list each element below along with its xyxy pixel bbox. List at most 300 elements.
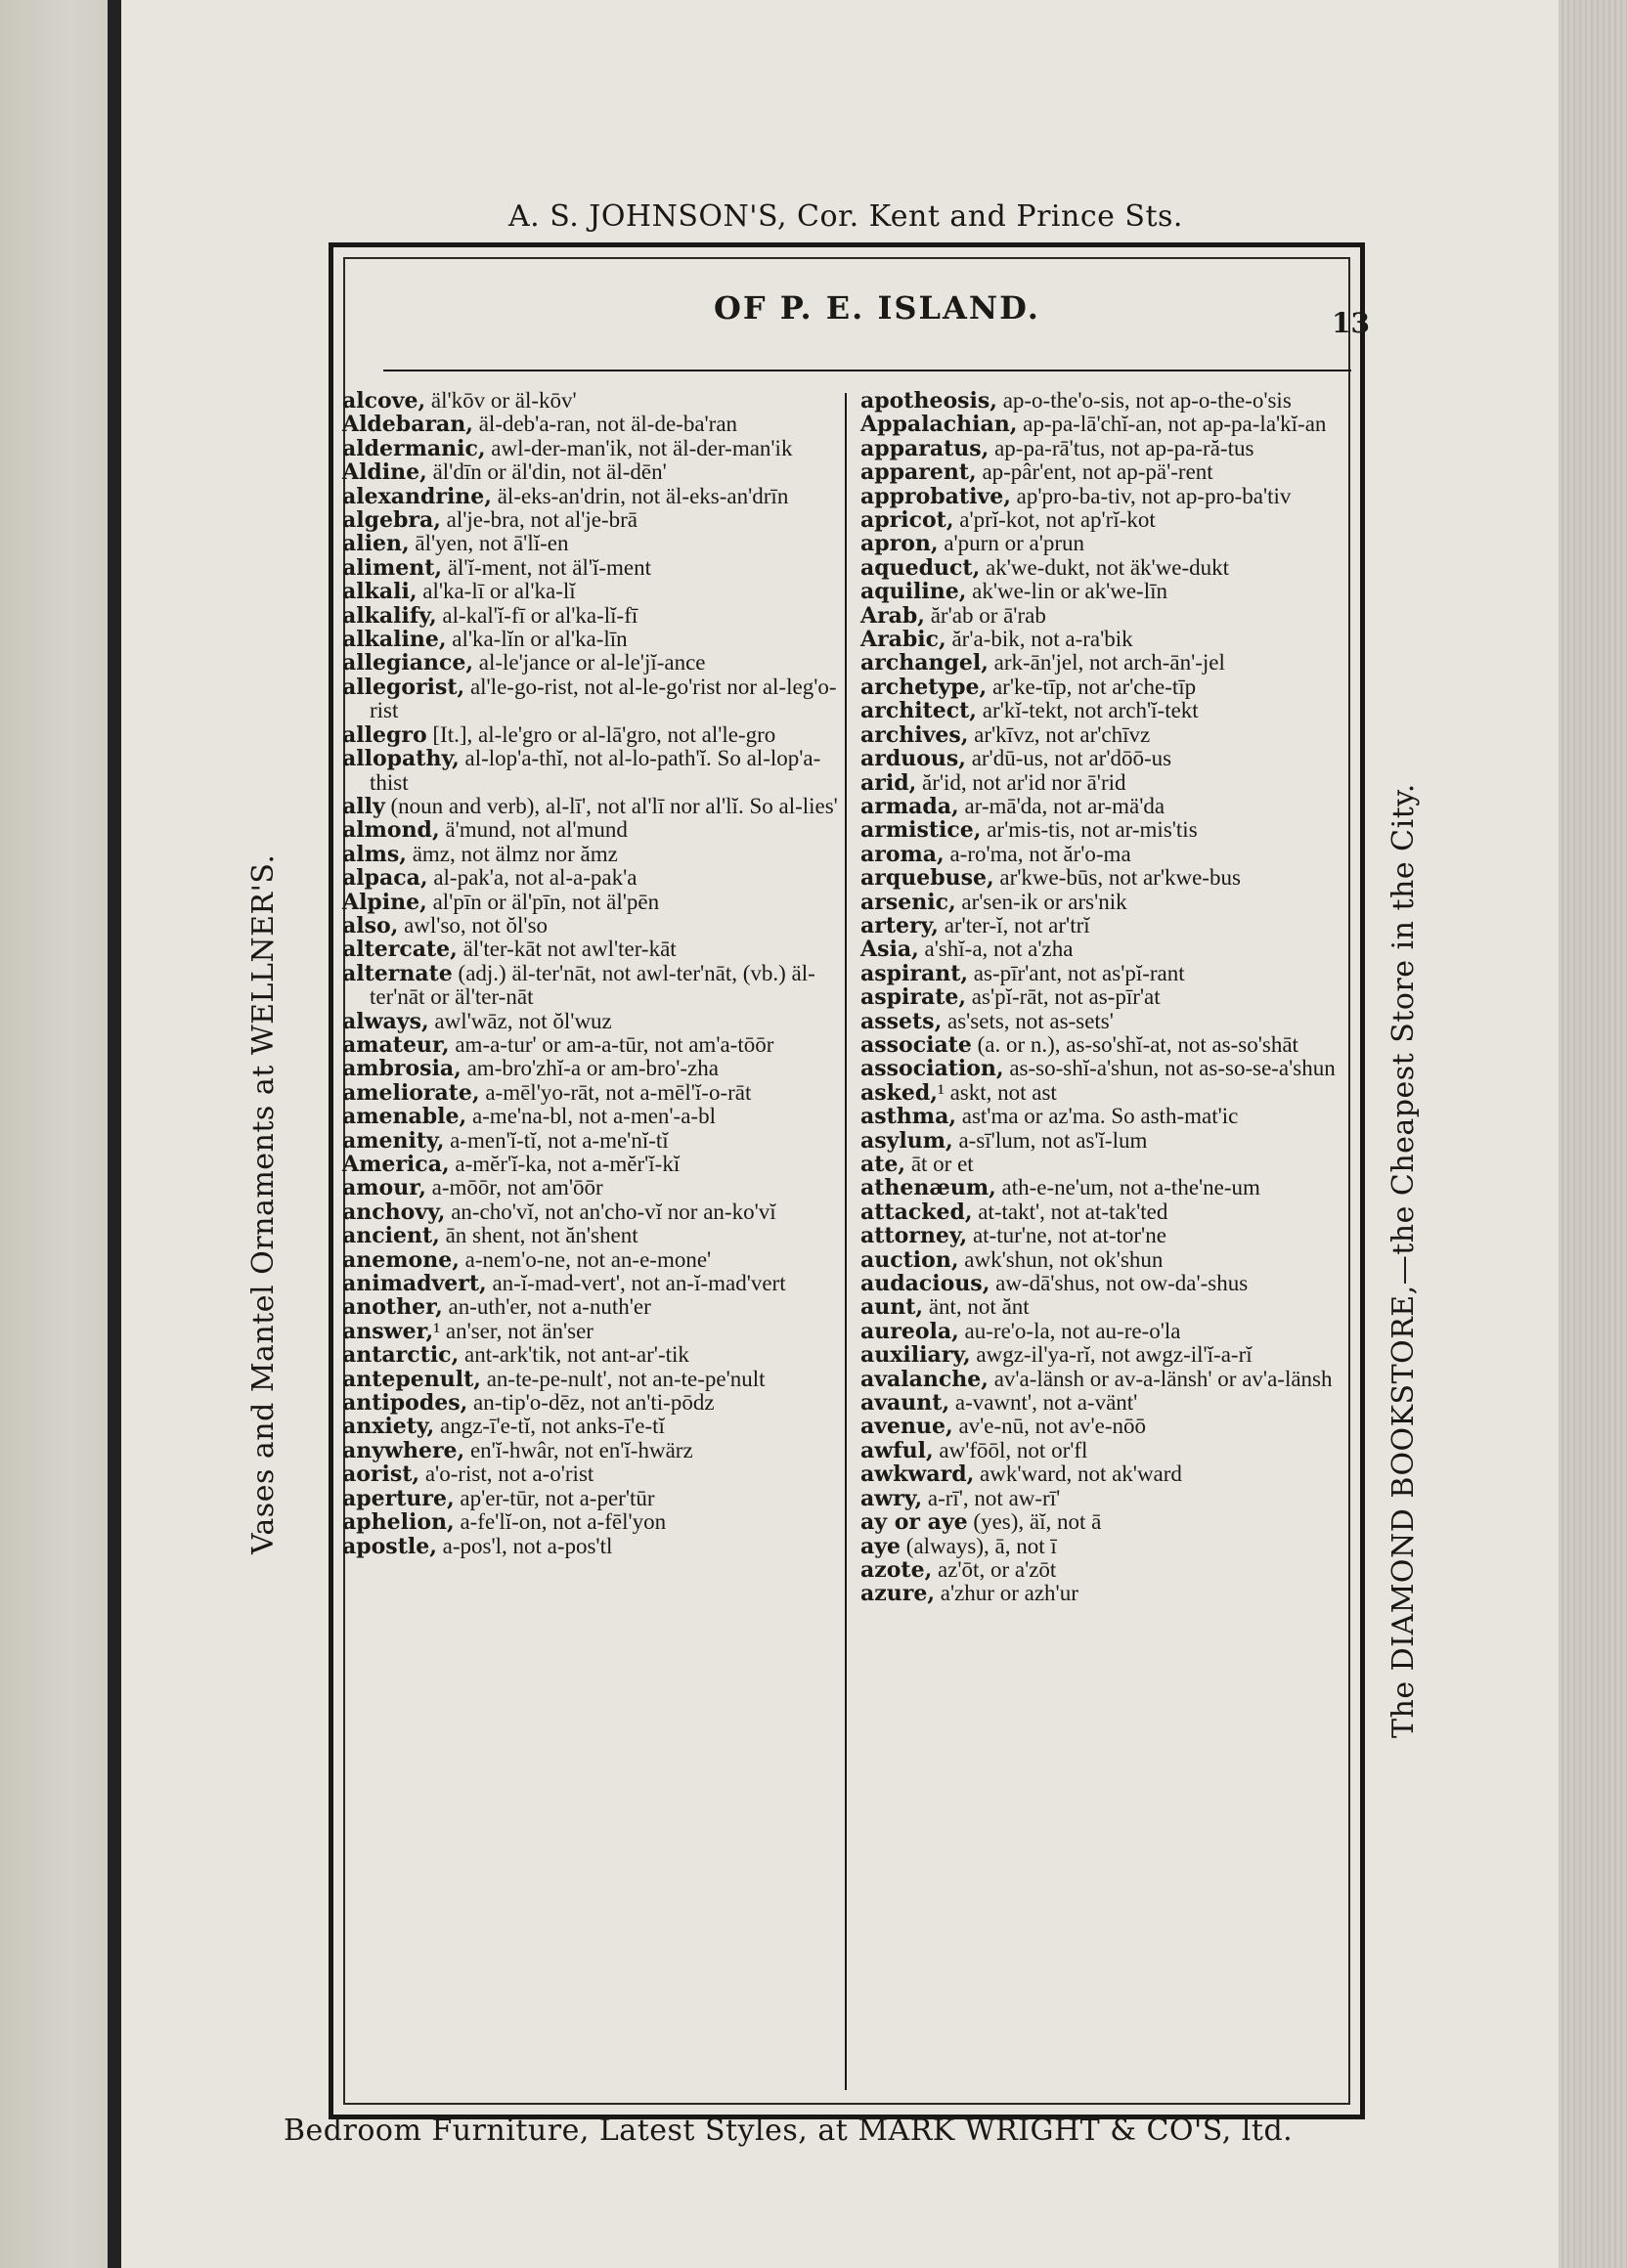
entry-headword: alexandrine,	[342, 483, 492, 509]
entry-headword: animadvert,	[342, 1271, 487, 1297]
dictionary-entry	[342, 1248, 851, 1272]
entry-headword: arid,	[860, 769, 917, 796]
entry-headword: avalanche,	[860, 1366, 989, 1392]
dictionary-entry	[860, 795, 1369, 818]
entry-pronunciation: änt, not ănt	[923, 1294, 1030, 1320]
entry-pronunciation: an-uth'er, not a-nuth'er	[442, 1294, 651, 1320]
entry-headword: aliment,	[342, 554, 443, 581]
dictionary-entry	[342, 747, 851, 795]
entry-pronunciation: äl'ter-kāt not awl'ter-kāt	[457, 937, 677, 962]
entry-pronunciation: a'o-rist, not a-o'rist	[419, 1461, 594, 1487]
dictionary-entry	[860, 1415, 1369, 1438]
entry-pronunciation: a-vawnt', not a-vänt'	[949, 1390, 1138, 1416]
entry-pronunciation: äl'dīn or äl'din, not äl-dēn'	[426, 459, 667, 485]
entry-pronunciation: a-nem'o-ne, not an-e-mone'	[459, 1246, 712, 1272]
entry-headword: anchovy,	[342, 1199, 446, 1225]
dictionary-entry	[860, 628, 1369, 651]
entry-pronunciation: (always), ā, not ī	[901, 1533, 1057, 1558]
dictionary-entry	[342, 1343, 851, 1367]
entry-pronunciation: a'shĭ-a, not a'zha	[918, 937, 1074, 962]
entry-pronunciation: al'je-bra, not al'je-brā	[440, 507, 638, 533]
entry-pronunciation: ap-pâr'ent, not ap-pä'-rent	[976, 459, 1213, 485]
dictionary-entry	[860, 460, 1369, 484]
entry-pronunciation: ar-mā'da, not ar-mä'da	[958, 793, 1165, 818]
entry-headword: apotheosis,	[860, 388, 997, 414]
entry-headword: apparatus,	[860, 435, 989, 461]
entry-headword: allegiance,	[342, 650, 474, 676]
dictionary-entry	[860, 1272, 1369, 1295]
dictionary-entry	[860, 604, 1369, 628]
entry-headword: arsenic,	[860, 889, 956, 915]
entry-headword: azote,	[860, 1556, 933, 1583]
entry-headword: asylum,	[860, 1127, 953, 1154]
entry-pronunciation: ar'kīvz, not ar'chīvz	[968, 721, 1151, 747]
entry-headword: awry,	[860, 1485, 923, 1511]
entry-pronunciation: an-ĭ-mad-vert', not an-ĭ-mad'vert	[486, 1271, 786, 1296]
dictionary-entry	[860, 532, 1369, 555]
entry-headword: Arab,	[860, 602, 925, 629]
dictionary-entry	[342, 580, 851, 603]
entry-headword: anywhere,	[342, 1437, 465, 1463]
entry-headword: avenue,	[860, 1414, 953, 1440]
entry-headword: Appalachian,	[860, 412, 1018, 438]
entry-headword: algebra,	[342, 507, 441, 534]
entry-pronunciation: al-pak'a, not al-a-pak'a	[427, 865, 638, 891]
dictionary-entry	[342, 843, 851, 866]
dictionary-entry	[342, 1320, 851, 1343]
dictionary-entry	[342, 460, 851, 484]
dictionary-entry	[342, 1295, 851, 1319]
dictionary-entry	[860, 1439, 1369, 1462]
dictionary-entry	[342, 1200, 851, 1224]
dictionary-entry	[342, 1129, 851, 1153]
dictionary-entry	[342, 1272, 851, 1295]
entry-pronunciation: ăr'ab or ā'rab	[924, 602, 1046, 628]
dictionary-entry	[860, 747, 1369, 770]
dictionary-entry	[342, 1535, 851, 1558]
entry-pronunciation: a-sī'lum, not as'ĭ-lum	[952, 1127, 1148, 1153]
dictionary-entry	[860, 1176, 1369, 1199]
entry-headword: amateur,	[342, 1031, 450, 1058]
entry-headword: amenity,	[342, 1127, 445, 1154]
dictionary-entry	[342, 1010, 851, 1033]
entry-headword: apricot,	[860, 507, 954, 534]
entry-headword: attacked,	[860, 1199, 973, 1225]
entry-headword: amour,	[342, 1175, 426, 1201]
entry-pronunciation: as'sets, not as-sets'	[942, 1008, 1114, 1033]
left-advertisement: Vases and Mantel Ornaments at WELLNER'S.	[246, 853, 281, 1554]
dictionary-entry	[342, 651, 851, 675]
dictionary-entry	[860, 413, 1369, 436]
entry-headword: aunt,	[860, 1294, 924, 1321]
entry-headword: anxiety,	[342, 1414, 435, 1440]
dictionary-entry	[860, 1129, 1369, 1153]
entry-pronunciation: ap-o-the'o-sis, not ap-o-the-o'sis	[996, 388, 1292, 413]
entry-pronunciation: av'a-länsh or av-a-länsh' or av'a-länsh	[988, 1366, 1333, 1391]
right-advertisement: The DIAMOND BOOKSTORE,—the Cheapest Store in the City.	[1386, 783, 1421, 1738]
dictionary-entry	[860, 1224, 1369, 1247]
dictionary-entry	[342, 1081, 851, 1105]
dictionary-entry	[860, 818, 1369, 842]
entry-headword: Asia,	[860, 937, 919, 963]
dictionary-entry	[860, 962, 1369, 985]
entry-pronunciation: a'prĭ-kot, not ap'rĭ-kot	[953, 507, 1156, 533]
dictionary-entry	[342, 413, 851, 436]
dictionary-entry	[860, 1010, 1369, 1033]
dictionary-entry	[860, 1343, 1369, 1367]
entry-pronunciation: äl-eks-an'drin, not äl-eks-an'drīn	[491, 483, 789, 508]
dictionary-entry	[342, 1033, 851, 1057]
entry-pronunciation: al'le-go-rist, not al-le-go'rist nor al-leg'o-rist	[370, 674, 837, 723]
dictionary-entry	[860, 723, 1369, 747]
entry-pronunciation: ar'mis-tis, not ar-mis'tis	[981, 817, 1198, 843]
dictionary-entry	[860, 914, 1369, 938]
dictionary-entry	[342, 1057, 851, 1080]
entry-headword: armistice,	[860, 817, 982, 844]
entry-headword: approbative,	[860, 483, 1011, 509]
entry-headword: America,	[342, 1152, 450, 1177]
entry-headword: alms,	[342, 841, 407, 867]
dictionary-entry	[342, 532, 851, 555]
entry-pronunciation: ar'kwe-būs, not ar'kwe-bus	[993, 865, 1241, 891]
dictionary-entry	[342, 556, 851, 580]
entry-pronunciation: awgz-il'ya-rĭ, not awgz-il'ĭ-a-rĭ	[970, 1342, 1253, 1368]
entry-headword: alkalify,	[342, 602, 437, 629]
entry-pronunciation: a-rī', not aw-rī'	[922, 1485, 1061, 1510]
dictionary-entry	[860, 1558, 1369, 1582]
dictionary-entry	[860, 938, 1369, 961]
left-column	[342, 389, 851, 1558]
entry-pronunciation: ap'er-tūr, not a-per'tūr	[454, 1485, 655, 1510]
entry-pronunciation: a-mĕr'ĭ-ka, not a-mĕr'ĭ-kĭ	[449, 1152, 681, 1176]
entry-headword: awful,	[860, 1437, 934, 1463]
entry-headword: ally	[342, 793, 385, 819]
dictionary-entry	[860, 437, 1369, 460]
entry-pronunciation: ä'mund, not al'mund	[439, 817, 628, 843]
entry-pronunciation: ap-pa-lā'chĭ-an, not ap-pa-la'kĭ-an	[1017, 412, 1327, 437]
entry-headword: ay or aye	[860, 1509, 968, 1536]
entry-pronunciation: al-le'jance or al-le'jĭ-ance	[473, 650, 706, 676]
dictionary-entry	[342, 1368, 851, 1391]
entry-headword: another,	[342, 1294, 443, 1321]
entry-pronunciation: az'ōt, or a'zōt	[932, 1556, 1057, 1582]
entry-pronunciation: ak'we-lin or ak'we-līn	[966, 579, 1167, 604]
dictionary-entry	[860, 389, 1369, 413]
dictionary-entry	[860, 1462, 1369, 1486]
entry-headword: ate,	[860, 1152, 906, 1177]
entry-pronunciation: as'pĭ-rāt, not as-pīr'at	[966, 984, 1161, 1010]
entry-headword: aye	[860, 1533, 901, 1559]
entry-headword: antepenult,	[342, 1366, 481, 1392]
dictionary-entry	[860, 580, 1369, 603]
dictionary-entry	[860, 1391, 1369, 1415]
header-rule	[383, 370, 1351, 371]
entry-pronunciation: ar'kĭ-tekt, not arch'ĭ-tekt	[976, 698, 1199, 723]
dictionary-entry	[342, 1415, 851, 1438]
entry-headword: almond,	[342, 817, 440, 844]
entry-headword: alkaline,	[342, 627, 447, 653]
entry-headword: allegro	[342, 721, 427, 748]
entry-pronunciation: āl'yen, not ā'lĭ-en	[409, 531, 569, 556]
entry-pronunciation: aw'fōōl, not or'fl	[933, 1437, 1088, 1462]
dictionary-entry	[860, 891, 1369, 914]
page-number: 13	[1332, 307, 1370, 339]
dictionary-entry	[342, 914, 851, 938]
entry-headword: asthma,	[860, 1104, 956, 1130]
entry-pronunciation: at-tur'ne, not at-tor'ne	[967, 1223, 1166, 1248]
dictionary-entry	[860, 985, 1369, 1009]
dictionary-entry	[342, 676, 851, 723]
entry-headword: ameliorate,	[342, 1079, 480, 1106]
entry-pronunciation: ämz, not älmz nor ămz	[406, 841, 618, 866]
entry-headword: avaunt,	[860, 1390, 950, 1417]
entry-pronunciation: a'zhur or azh'ur	[935, 1581, 1078, 1606]
entry-headword: always,	[342, 1008, 429, 1034]
entry-pronunciation: am-a-tur' or am-a-tūr, not am'a-tōōr	[449, 1031, 774, 1057]
entry-pronunciation: angz-ī'e-tĭ, not anks-ī'e-tĭ	[434, 1414, 665, 1439]
dictionary-entry	[860, 508, 1369, 532]
entry-pronunciation: al-lop'a-thĭ, not al-lo-path'ĭ. So al-lop'a-thist	[370, 746, 821, 795]
entry-pronunciation: ap'pro-ba-tiv, not ap-pro-ba'tiv	[1010, 483, 1292, 508]
dictionary-entry	[860, 1487, 1369, 1510]
dictionary-entry	[342, 795, 851, 818]
dictionary-entry	[342, 962, 851, 1010]
dictionary-entry	[860, 1153, 1369, 1176]
entry-headword: altercate,	[342, 937, 458, 963]
dictionary-entry	[860, 676, 1369, 699]
entry-headword: aqueduct,	[860, 554, 981, 581]
page-title: OF P. E. ISLAND.	[714, 289, 1040, 327]
dictionary-entry	[342, 1105, 851, 1128]
entry-pronunciation: a-fe'lĭ-on, not a-fēl'yon	[454, 1509, 667, 1535]
dictionary-entry	[860, 866, 1369, 890]
entry-headword: assets,	[860, 1008, 943, 1034]
dictionary-entry	[860, 1535, 1369, 1558]
entry-pronunciation: au-re'o-la, not au-re-o'la	[958, 1318, 1181, 1343]
dictionary-entry	[342, 723, 851, 747]
dictionary-entry	[860, 1033, 1369, 1057]
entry-pronunciation: a-mōōr, not am'ōōr	[425, 1175, 603, 1200]
entry-headword: aldermanic,	[342, 435, 486, 461]
entry-pronunciation: al'pīn or äl'pīn, not äl'pēn	[426, 889, 660, 914]
dictionary-entry	[860, 1081, 1369, 1105]
top-advertisement: A. S. JOHNSON'S, Cor. Kent and Prince Sts.	[508, 199, 1183, 234]
entry-pronunciation: al'ka-lĭn or al'ka-līn	[446, 627, 628, 652]
entry-headword: auxiliary,	[860, 1342, 971, 1369]
entry-headword: audacious,	[860, 1271, 990, 1297]
entry-pronunciation: ant-ark'tik, not ant-ar'-tik	[459, 1342, 689, 1368]
entry-pronunciation: as-pīr'ant, not as'pĭ-rant	[968, 960, 1185, 985]
entry-pronunciation: äl-deb'a-ran, not äl-de-ba'ran	[472, 412, 738, 437]
bottom-advertisement: Bedroom Furniture, Latest Styles, at MARK WRIGHT & CO'S, ltd.	[284, 2114, 1294, 2148]
entry-headword: ancient,	[342, 1223, 440, 1249]
dictionary-entry	[860, 1200, 1369, 1224]
dictionary-entry	[342, 628, 851, 651]
dictionary-entry	[860, 1248, 1369, 1272]
entry-pronunciation: en'ĭ-hwâr, not en'ĭ-hwärz	[464, 1437, 693, 1462]
entry-headword: answer,	[342, 1318, 434, 1344]
entry-headword: allopathy,	[342, 746, 460, 772]
dictionary-entry	[342, 485, 851, 508]
entry-pronunciation: awk'ward, not ak'ward	[974, 1461, 1182, 1487]
entry-pronunciation: a'purn or a'prun	[938, 531, 1084, 556]
page-edge-stack	[1559, 0, 1627, 2268]
entry-pronunciation: ăr'a-bik, not a-ra'bik	[945, 627, 1133, 652]
dictionary-entry	[342, 891, 851, 914]
entry-headword: alpaca,	[342, 865, 428, 892]
entry-headword: association,	[860, 1056, 1004, 1082]
entry-headword: aperture,	[342, 1485, 455, 1511]
dictionary-entry	[342, 508, 851, 532]
dictionary-entry	[860, 771, 1369, 795]
entry-headword: Aldebaran,	[342, 412, 473, 438]
entry-headword: artery,	[860, 912, 939, 938]
entry-pronunciation: aw-dā'shus, not ow-da'-shus	[989, 1271, 1249, 1296]
entry-headword: amenable,	[342, 1104, 467, 1130]
dictionary-entry	[342, 604, 851, 628]
entry-pronunciation: ar'dū-us, not ar'dōō-us	[965, 746, 1172, 771]
entry-pronunciation: a-mēl'yo-rāt, not a-mēl'ĭ-o-rāt	[479, 1079, 752, 1105]
entry-headword: anemone,	[342, 1246, 460, 1273]
entry-headword: apparent,	[860, 459, 977, 486]
entry-pronunciation: āt or et	[905, 1152, 974, 1176]
entry-pronunciation: av'e-nū, not av'e-nōō	[952, 1414, 1147, 1439]
dictionary-entry	[860, 1510, 1369, 1534]
dictionary-entry	[860, 843, 1369, 866]
entry-pronunciation: a-ro'ma, not ăr'o-ma	[944, 841, 1131, 866]
entry-headword: Arabic,	[860, 627, 946, 653]
entry-headword: asked,	[860, 1079, 938, 1106]
entry-headword: Alpine,	[342, 889, 427, 915]
entry-pronunciation: a-pos'l, not a-pos'tl	[436, 1533, 613, 1558]
entry-pronunciation: as-so-shĭ-a'shun, not as-so-se-a'shun	[1003, 1056, 1336, 1081]
entry-headword: azure,	[860, 1581, 935, 1607]
entry-headword: athenæum,	[860, 1175, 996, 1201]
dictionary-entry	[342, 1224, 851, 1247]
entry-pronunciation: ăr'id, not ar'id nor ā'rid	[916, 769, 1126, 795]
entry-headword: auction,	[860, 1246, 959, 1273]
entry-headword: also,	[342, 912, 399, 938]
entry-pronunciation: (noun and verb), al-lī', not al'lī nor al'lĭ. So al-lies'	[384, 793, 838, 818]
entry-headword: alkali,	[342, 579, 418, 605]
entry-headword: archangel,	[860, 650, 989, 676]
dictionary-entry	[342, 1439, 851, 1462]
entry-headword: aspirate,	[860, 984, 967, 1011]
entry-pronunciation: äl'kōv or äl-kōv'	[425, 388, 577, 413]
entry-headword: aorist,	[342, 1461, 420, 1488]
entry-headword: apron,	[860, 531, 939, 557]
entry-pronunciation: (yes), äĭ, not ā	[967, 1509, 1102, 1535]
entry-pronunciation: ¹ askt, not ast	[937, 1079, 1057, 1105]
entry-headword: alien,	[342, 531, 410, 557]
entry-pronunciation: ap-pa-rā'tus, not ap-pa-ră-tus	[989, 435, 1254, 460]
entry-pronunciation: [It.], al-le'gro or al-lā'gro, not al'le-gro	[426, 721, 776, 747]
entry-headword: aureola,	[860, 1318, 959, 1344]
entry-pronunciation: ¹ an'ser, not än'ser	[433, 1318, 594, 1343]
entry-headword: attorney,	[860, 1223, 968, 1249]
entry-headword: aphelion,	[342, 1509, 455, 1536]
entry-pronunciation: äl'ĭ-ment, not äl'ĭ-ment	[442, 554, 652, 580]
entry-headword: arquebuse,	[860, 865, 994, 892]
entry-pronunciation: ath-e-ne'um, not a-the'ne-um	[995, 1175, 1260, 1200]
entry-headword: aroma,	[860, 841, 945, 867]
dictionary-entry	[342, 437, 851, 460]
spine-edge	[108, 0, 121, 2268]
entry-headword: armada,	[860, 793, 959, 819]
entry-headword: antipodes,	[342, 1390, 468, 1417]
entry-headword: alternate	[342, 960, 453, 986]
entry-headword: archives,	[860, 721, 969, 748]
entry-headword: archetype,	[860, 674, 988, 700]
dictionary-entry	[342, 1391, 851, 1415]
dictionary-entry	[342, 866, 851, 890]
entry-pronunciation: am-bro'zhĭ-a or am-bro'-zha	[461, 1056, 719, 1081]
dictionary-entry	[342, 1487, 851, 1510]
dictionary-entry	[860, 1368, 1369, 1391]
entry-pronunciation: ar'sen-ik or ars'nik	[955, 889, 1127, 914]
entry-pronunciation: ān shent, not ăn'shent	[439, 1223, 638, 1248]
entry-pronunciation: an-cho'vĭ, not an'cho-vĭ nor an-ko'vĭ	[445, 1199, 776, 1224]
dictionary-entry	[860, 651, 1369, 675]
entry-headword: apostle,	[342, 1533, 437, 1559]
entry-pronunciation: awk'shun, not ok'shun	[958, 1246, 1164, 1272]
dictionary-entry	[860, 1105, 1369, 1128]
entry-pronunciation: (a. or n.), as-so'shĭ-at, not as-so'shāt	[971, 1031, 1298, 1057]
dictionary-entry	[860, 1057, 1369, 1080]
entry-pronunciation: a-me'na-bl, not a-men'-a-bl	[466, 1104, 716, 1129]
entry-pronunciation: awl'wāz, not ŏl'wuz	[428, 1008, 612, 1033]
dictionary-entry	[342, 938, 851, 961]
dictionary-entry	[342, 818, 851, 842]
dictionary-entry	[342, 1153, 851, 1176]
dictionary-entry	[342, 1176, 851, 1199]
book-spine	[0, 0, 117, 2268]
entry-headword: awkward,	[860, 1461, 975, 1488]
entry-pronunciation: at-takt', not at-tak'ted	[972, 1199, 1168, 1224]
dictionary-entry	[860, 1320, 1369, 1343]
dictionary-entry	[342, 1462, 851, 1486]
entry-pronunciation: awl-der-man'ik, not äl-der-man'ik	[485, 435, 793, 460]
entry-headword: architect,	[860, 698, 977, 724]
entry-pronunciation: ark-ān'jel, not arch-ān'-jel	[988, 650, 1225, 676]
dictionary-entry	[860, 485, 1369, 508]
entry-headword: ambrosia,	[342, 1056, 462, 1082]
entry-pronunciation: an-te-pe-nult', not an-te-pe'nult	[480, 1366, 766, 1391]
entry-pronunciation: a-men'ĭ-tĭ, not a-me'nĭ-tĭ	[444, 1127, 669, 1153]
dictionary-entry	[342, 1510, 851, 1534]
entry-pronunciation: an-tip'o-dēz, not an'ti-pōdz	[467, 1390, 715, 1416]
dictionary-entry	[860, 699, 1369, 722]
entry-pronunciation: al-kal'ĭ-fī or al'ka-lĭ-fī	[436, 602, 638, 628]
entry-headword: arduous,	[860, 746, 966, 772]
entry-headword: Aldine,	[342, 459, 427, 486]
entry-pronunciation: (adj.) äl-ter'nāt, not awl-ter'nāt, (vb.) äl-ter'nāt or äl'ter-nāt	[370, 960, 815, 1010]
entry-pronunciation: ar'ke-tīp, not ar'che-tīp	[987, 674, 1197, 699]
entry-pronunciation: awl'so, not ŏl'so	[398, 912, 549, 938]
entry-headword: alcove,	[342, 388, 426, 414]
entry-pronunciation: al'ka-lī or al'ka-lĭ	[417, 579, 576, 604]
dictionary-entry	[860, 1582, 1369, 1605]
entry-headword: aquiline,	[860, 579, 967, 605]
entry-pronunciation: ar'ter-ĭ, not ar'trĭ	[938, 912, 1090, 938]
entry-headword: associate	[860, 1031, 972, 1058]
entry-headword: aspirant,	[860, 960, 969, 986]
right-column	[860, 389, 1369, 1606]
dictionary-entry	[342, 389, 851, 413]
entry-headword: allegorist,	[342, 674, 465, 700]
entry-pronunciation: ast'ma or az'ma. So asth-mat'ic	[956, 1104, 1239, 1129]
dictionary-entry	[860, 556, 1369, 580]
